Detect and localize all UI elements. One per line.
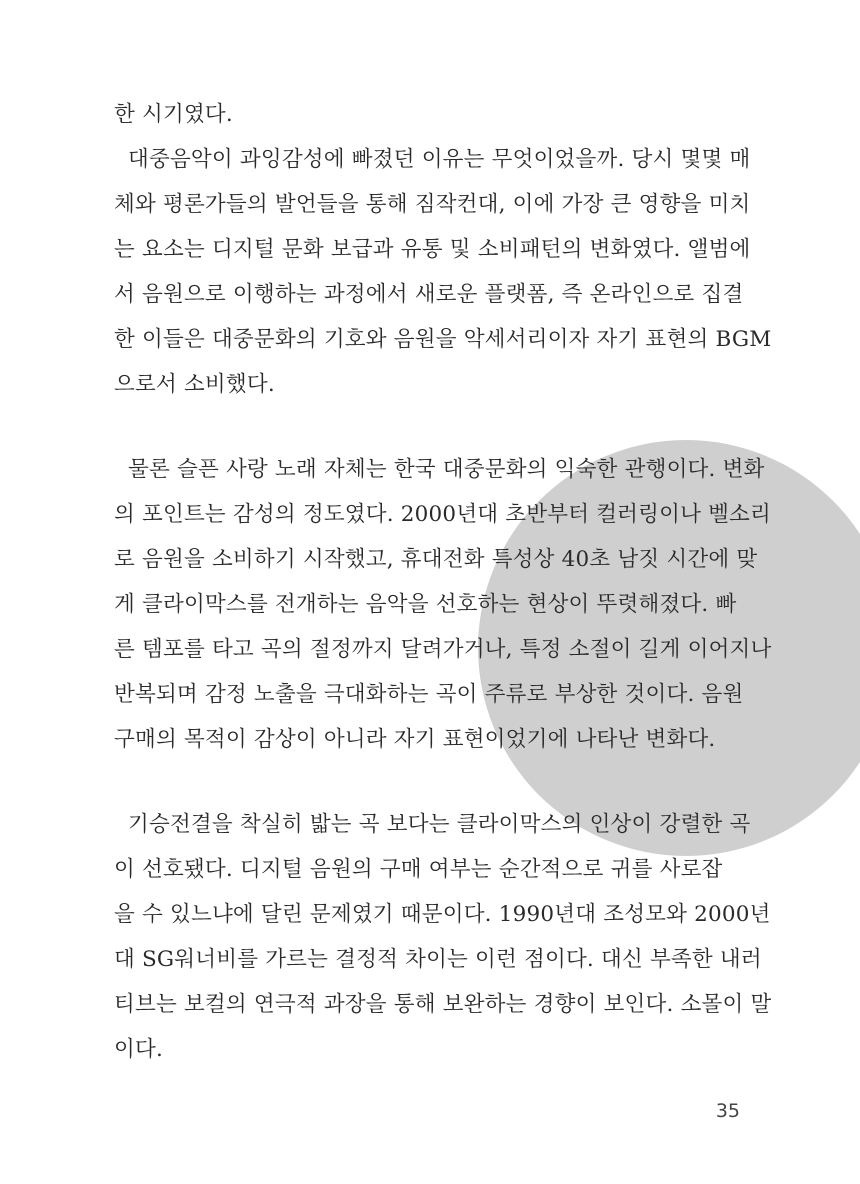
text-line: 게 클라이막스를 전개하는 음악을 선호하는 현상이 뚜렷해졌다. 빠: [114, 592, 737, 617]
text-line: 물론 슬픈 사랑 노래 자체는 한국 대중문화의 익숙한 관행이다. 변화: [128, 457, 765, 482]
text-line: 는 요소는 디지털 문화 보급과 유통 및 소비패턴의 변화였다. 앨범에: [114, 237, 751, 262]
text-line: 한 시기였다.: [114, 102, 233, 127]
text-line: 대 SG워너비를 가르는 결정적 차이는 이런 점이다. 대신 부족한 내러: [114, 947, 762, 972]
text-line: 이 선호됐다. 디지털 음원의 구매 여부는 순간적으로 귀를 사로잡: [114, 857, 723, 882]
text-line: 체와 평론가들의 발언들을 통해 짐작컨대, 이에 가장 큰 영향을 미치: [114, 192, 751, 217]
page-number: 35: [715, 1100, 740, 1122]
text-line: 한 이들은 대중문화의 기호와 음원을 악세서리이자 자기 표현의 BGM: [114, 327, 772, 352]
text-line: 기승전결을 착실히 밟는 곡 보다는 클라이막스의 인상이 강렬한 곡: [128, 812, 751, 837]
text-line: 을 수 있느냐에 달린 문제였기 때문이다. 1990년대 조성모와 2000년: [114, 902, 771, 927]
text-line: 대중음악이 과잉감성에 빠졌던 이유는 무엇이었을까. 당시 몇몇 매: [128, 147, 751, 172]
text-line: 티브는 보컬의 연극적 과장을 통해 보완하는 경향이 보인다. 소몰이 말: [114, 992, 772, 1017]
text-line: 서 음원으로 이행하는 과정에서 새로운 플랫폼, 즉 온라인으로 집결: [114, 282, 744, 307]
text-line: 의 포인트는 감성의 정도였다. 2000년대 초반부터 컬러링이나 벨소리: [114, 502, 771, 527]
text-line: 반복되며 감정 노출을 극대화하는 곡이 주류로 부상한 것이다. 음원: [114, 682, 744, 707]
text-line: 른 템포를 타고 곡의 절정까지 달려가거나, 특정 소절이 길게 이어지나: [114, 637, 772, 662]
text-line: 이다.: [114, 1037, 163, 1062]
text-line: 로 음원을 소비하기 시작했고, 휴대전화 특성상 40초 남짓 시간에 맞: [114, 547, 758, 572]
text-line: 으로서 소비했다.: [114, 372, 275, 397]
text-line: 구매의 목적이 감상이 아니라 자기 표현이었기에 나타난 변화다.: [114, 727, 716, 752]
